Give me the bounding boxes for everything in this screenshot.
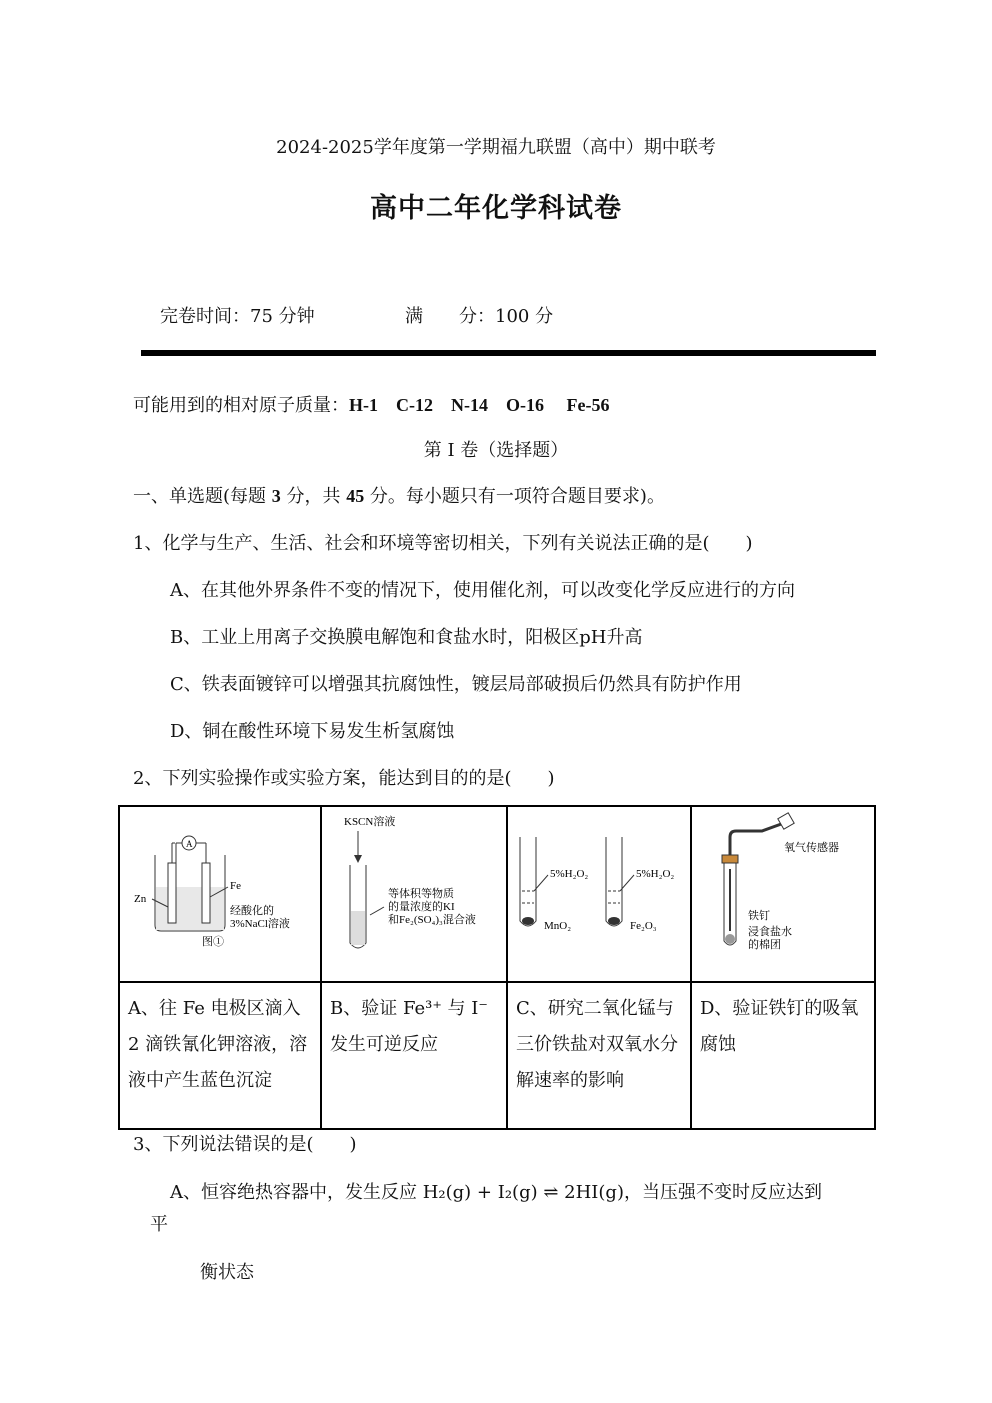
q3-option-a-line2: 平 bbox=[150, 1214, 168, 1235]
q2-option-d-text: D、验证铁钉的吸氧腐蚀 bbox=[700, 998, 859, 1055]
q2-option-a-text: A、往 Fe 电极区滴入 2 滴铁氰化钾溶液，溶液中产生蓝色沉淀 bbox=[128, 998, 308, 1091]
header-rule bbox=[141, 350, 876, 356]
score-per-question: 3 bbox=[271, 486, 281, 506]
q1-option-b[interactable]: B、工业上用离子交换膜电解饱和食盐水时，阳极区pH升高 bbox=[170, 627, 643, 648]
fe-electrode-label: Fe bbox=[230, 880, 241, 892]
q2-option-b[interactable] bbox=[321, 982, 507, 1129]
q1-option-c[interactable]: C、铁表面镀锌可以增强其抗腐蚀性，镀层局部破损后仍然具有防护作用 bbox=[170, 674, 742, 695]
q1-stem: 1、化学与生产、生活、社会和环境等密切相关，下列有关说法正确的是( ) bbox=[133, 533, 753, 554]
exam-header: 2024-2025学年度第一学期福九联盟（高中）期中联考 bbox=[276, 137, 716, 158]
mixture-label-2: 的量浓度的KI bbox=[388, 901, 455, 913]
q2-figure-d-cell bbox=[691, 806, 875, 982]
exam-time: 完卷时间：75 分钟 bbox=[160, 306, 315, 327]
full-score: 满 分：100 分 bbox=[405, 306, 554, 327]
part-heading: 第 I 卷（选择题） bbox=[423, 440, 569, 461]
atomic-masses-values: H-1 C-12 N-14 O-16 Fe-56 bbox=[349, 395, 610, 415]
q3-option-a-line1[interactable]: A、恒容绝热容器中，发生反应 H₂(g) + I₂(g) ⇌ 2HI(g)，当压强不变时反应达到 bbox=[170, 1182, 822, 1203]
mixture-label-1: 等体积等物质 bbox=[388, 888, 454, 900]
q2-figure-a-cell bbox=[119, 806, 321, 982]
q2-option-c-text: C、研究二氧化锰与三价铁盐对双氧水分解速率的影响 bbox=[516, 998, 678, 1091]
test-tube-kscn-diagram bbox=[322, 807, 508, 981]
q2-options-table bbox=[118, 805, 876, 1130]
q2-option-d[interactable] bbox=[691, 982, 875, 1129]
q1-option-d[interactable]: D、铜在酸性环境下易发生析氢腐蚀 bbox=[170, 721, 455, 742]
page-title: 高中二年化学科试卷 bbox=[370, 193, 622, 224]
section-heading bbox=[133, 482, 665, 508]
catalyst-comparison-diagram bbox=[508, 807, 692, 981]
kscn-label: KSCN溶液 bbox=[344, 816, 396, 828]
mixture-label-3: 和Fe₂(SO₄)₃混合液 bbox=[388, 914, 476, 926]
q2-option-c[interactable] bbox=[507, 982, 691, 1129]
figure-caption: 图① bbox=[202, 936, 224, 948]
total-score: 45 bbox=[346, 486, 365, 506]
q3-option-a-line3: 衡状态 bbox=[200, 1262, 254, 1283]
q2-option-a[interactable] bbox=[119, 982, 321, 1129]
atomic-masses bbox=[133, 391, 609, 417]
q2-option-b-text: B、验证 Fe³⁺ 与 I⁻ 发生可逆反应 bbox=[330, 998, 488, 1055]
atomic-masses-label: 可能用到的相对原子质量： bbox=[133, 395, 349, 416]
q2-figure-c-cell bbox=[507, 806, 691, 982]
solution-label-1: 经酸化的 bbox=[230, 905, 274, 917]
cotton-label-2: 的棉团 bbox=[748, 939, 781, 951]
zn-electrode-label: Zn bbox=[134, 893, 147, 905]
q3-stem: 3、下列说法错误的是( ) bbox=[133, 1134, 357, 1155]
oxygen-corrosion-diagram bbox=[692, 807, 876, 981]
q2-figure-b-cell bbox=[321, 806, 507, 982]
h2o2-label-2: 5%H₂O₂ bbox=[636, 868, 675, 880]
ammeter-label: A bbox=[186, 839, 193, 849]
solution-label-2: 3%NaCl溶液 bbox=[230, 918, 290, 930]
q2-stem: 2、下列实验操作或实验方案，能达到目的的是( ) bbox=[133, 768, 555, 789]
section-heading-suffix: 分。每小题只有一项符合题目要求)。 bbox=[364, 486, 665, 507]
fe2o3-label: Fe₂O₃ bbox=[630, 920, 657, 932]
h2o2-label-1: 5%H₂O₂ bbox=[550, 868, 589, 880]
electrochem-cell-diagram bbox=[120, 807, 320, 981]
mno2-label: MnO₂ bbox=[544, 920, 572, 932]
section-heading-mid: 分，共 bbox=[280, 486, 347, 507]
section-heading-prefix: 一、单选题(每题 bbox=[133, 486, 272, 507]
cotton-label-1: 浸食盐水 bbox=[748, 926, 792, 938]
nail-label: 铁钉 bbox=[748, 910, 770, 922]
q1-option-a[interactable]: A、在其他外界条件不变的情况下，使用催化剂，可以改变化学反应进行的方向 bbox=[170, 580, 795, 601]
sensor-label: 氧气传感器 bbox=[784, 842, 839, 854]
